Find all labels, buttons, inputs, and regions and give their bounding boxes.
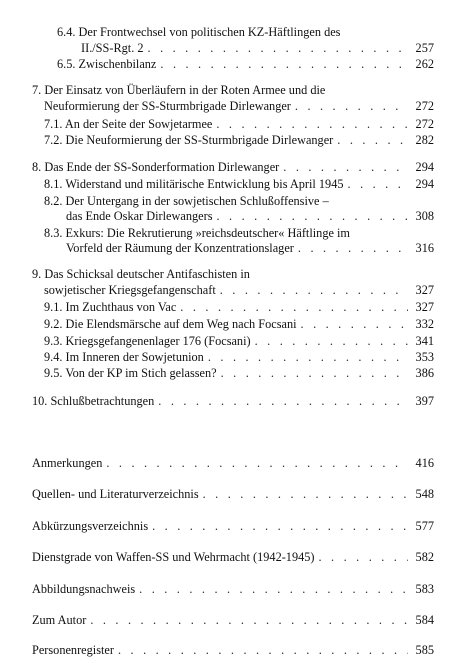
entry-title: Abbildungsnachweis [32,582,136,596]
entry-title-continued: II./SS-Rgt. 2 [81,41,144,55]
page-number: 308 [415,209,434,223]
dot-leader [337,133,408,148]
page-number: 416 [415,456,434,470]
page-number: 262 [415,57,434,71]
toc-appendix-entry[interactable] [32,519,434,534]
page-number: 327 [415,283,434,297]
toc-entry-9-5[interactable] [44,366,434,381]
dot-leader [139,582,408,597]
page-number: 386 [415,366,434,380]
entry-number: 9.5. [44,366,63,380]
dot-leader [216,117,408,132]
dot-leader [298,241,408,256]
page-number: 548 [415,487,434,501]
page-number: 272 [415,117,434,131]
toc-entry-9-1[interactable] [44,300,434,315]
page-number: 257 [415,41,434,55]
entry-title: Anmerkungen [32,456,103,470]
toc-appendix-entry[interactable] [32,487,434,502]
toc-appendix-entry[interactable] [32,582,434,597]
entry-title: An der Seite der Sowjetarmee [64,117,213,131]
entry-title-continued: Vorfeld der Räumung der Konzentrationslager [66,241,294,255]
entry-title: Der Einsatz von Überläufern in der Roten Armee und die [44,83,326,97]
entry-number: 9.1. [44,300,63,314]
dot-leader [295,99,408,114]
toc-entry-9[interactable] [44,283,434,298]
dot-leader [160,57,408,72]
entry-number: 8.1. [44,177,63,191]
dot-leader [106,456,408,471]
page-number: 583 [415,582,434,596]
entry-title: Abkürzungsverzeichnis [32,519,149,533]
page-number: 294 [415,177,434,191]
page-number: 327 [415,300,434,314]
entry-title: Der Frontwechsel von politischen KZ-Häftlingen des [78,25,341,39]
entry-title: Dienstgrade von Waffen-SS und Wehrmacht (1942-1945) [32,550,315,564]
entry-number: 7.2. [44,133,63,147]
dot-leader [283,160,408,175]
page-number: 341 [415,334,434,348]
toc-appendix-entry[interactable] [32,550,434,565]
entry-number: 9.2. [44,317,63,331]
toc-entry-6-4-line1 [57,25,340,40]
page-number: 397 [415,394,434,408]
dot-leader [148,41,408,56]
dot-leader [319,550,409,565]
page-number: 272 [415,99,434,113]
toc-entry-7-2[interactable] [44,133,434,148]
page-number: 577 [415,519,434,533]
page-number: 584 [415,613,434,627]
page-number: 316 [415,241,434,255]
page-number: 294 [415,160,434,174]
entry-title: Kriegsgefangenenlager 176 (Focsani) [65,334,251,348]
toc-entry-7[interactable] [44,99,434,114]
entry-title-continued: sowjetischer Kriegsgefangenschaft [44,283,216,297]
entry-number: 10. [32,394,48,408]
toc-entry-10[interactable] [32,394,434,409]
dot-leader [152,519,408,534]
entry-title: Personenregister [32,643,114,657]
entry-number: 8. [32,160,42,174]
dot-leader [203,487,408,502]
entry-number: 8.2. [44,194,63,208]
entry-title: Der Untergang in der sowjetischen Schlußoffensive – [65,194,329,208]
dot-leader [180,300,408,315]
dot-leader [301,317,408,332]
toc-appendix-entry[interactable] [32,456,434,471]
toc-entry-7-line1 [32,83,325,98]
page-number: 582 [415,550,434,564]
toc-entry-9-2[interactable] [44,317,434,332]
entry-title: Zum Autor [32,613,87,627]
entry-title: Zwischenbilanz [78,57,157,71]
toc-entry-9-3[interactable] [44,334,434,349]
toc-entry-6-5[interactable] [57,57,434,72]
dot-leader [90,613,408,628]
entry-title: Die Elendsmärsche auf dem Weg nach Focsani [65,317,297,331]
toc-entry-8-2-line1 [44,194,329,209]
entry-number: 8.3. [44,226,63,240]
entry-number: 7. [32,83,42,97]
toc-entry-8-1[interactable] [44,177,434,192]
entry-number: 9.3. [44,334,63,348]
entry-title: Von der KP im Stich gelassen? [65,366,217,380]
entry-number: 6.4. [57,25,76,39]
entry-title: Schlußbetrachtungen [50,394,155,408]
entry-number: 9.4. [44,350,63,364]
entry-title: Das Schicksal deutscher Antifaschisten in [44,267,250,281]
dot-leader [118,643,408,658]
dot-leader [221,366,408,381]
dot-leader [348,177,408,192]
entry-number: 7.1. [44,117,63,131]
page-number: 282 [415,133,434,147]
dot-leader [255,334,408,349]
entry-title: Die Neuformierung der SS-Sturmbrigade Dirlewanger [65,133,334,147]
toc-entry-7-1[interactable] [44,117,434,132]
page-number: 332 [415,317,434,331]
entry-title: Im Inneren der Sowjetunion [65,350,204,364]
toc-entry-8[interactable] [32,160,434,175]
entry-title: Das Ende der SS-Sonderformation Dirlewanger [44,160,280,174]
entry-title: Exkurs: Die Rekrutierung »reichsdeutscher« Häftlinge im [65,226,350,240]
page-number: 585 [415,643,434,657]
toc-entry-8-3-line1 [44,226,350,241]
toc-appendix-entry[interactable] [32,643,434,658]
entry-title-continued: das Ende Oskar Dirlewangers [66,209,213,223]
toc-appendix-entry[interactable] [32,613,434,628]
dot-leader [158,394,408,409]
toc-entry-8-2[interactable] [66,209,434,224]
dot-leader [208,350,408,365]
entry-title: Widerstand und militärische Entwicklung bis April 1945 [65,177,344,191]
dot-leader [217,209,409,224]
entry-title: Quellen- und Literaturverzeichnis [32,487,199,501]
toc-entry-6-4[interactable] [81,41,434,56]
entry-number: 9. [32,267,42,281]
toc-entry-9-line1 [32,267,250,282]
dot-leader [220,283,408,298]
entry-number: 6.5. [57,57,76,71]
toc-entry-9-4[interactable] [44,350,434,365]
entry-title: Im Zuchthaus von Vac [65,300,177,314]
page-number: 353 [415,350,434,364]
entry-title-continued: Neuformierung der SS-Sturmbrigade Dirlewanger [44,99,291,113]
toc-entry-8-3[interactable] [66,241,434,256]
